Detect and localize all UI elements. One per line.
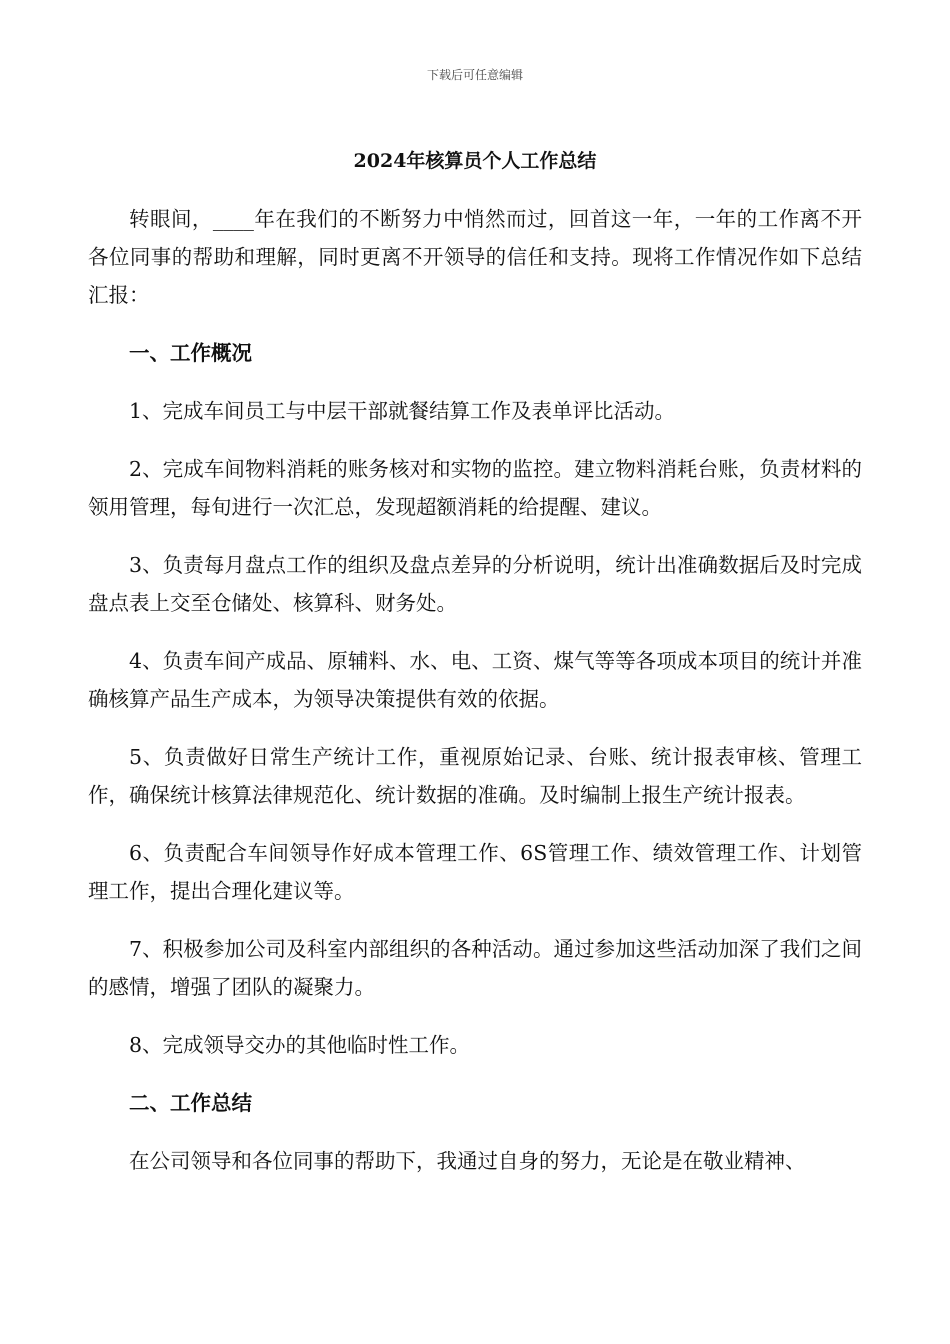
list-item: 7、积极参加公司及科室内部组织的各种活动。通过参加这些活动加深了我们之间的感情，增强了团队的凝聚力。 [88,937,862,999]
section-heading-overview: 一、工作概况 [129,341,252,365]
intro-paragraph: 转眼间，____年在我们的不断努力中悄然而过，回首这一年，一年的工作离不开各位同事的帮助和理解，同时更离不开领导的信任和支持。现将工作情况作如下总结汇报： [88,207,862,307]
list-item: 8、完成领导交办的其他临时性工作。 [129,1033,471,1057]
list-item: 1、完成车间员工与中层干部就餐结算工作及表单评比活动。 [129,399,676,423]
header-watermark: 下载后可任意编辑 [426,68,523,82]
document-title: 2024年核算员个人工作总结 [353,150,597,172]
section-heading-summary: 二、工作总结 [129,1091,252,1115]
list-item: 3、负责每月盘点工作的组织及盘点差异的分析说明，统计出准确数据后及时完成盘点表上交至仓储处、核算科、财务处。 [88,553,862,615]
list-item: 5、负责做好日常生产统计工作，重视原始记录、台账、统计报表审核、管理工作，确保统计核算法律规范化、统计数据的准确。及时编制上报生产统计报表。 [88,745,862,807]
list-item: 4、负责车间产成品、原辅料、水、电、工资、煤气等等各项成本项目的统计并准确核算产品生产成本，为领导决策提供有效的依据。 [88,649,862,711]
list-item: 6、负责配合车间领导作好成本管理工作、6S管理工作、绩效管理工作、计划管理工作，提出合理化建议等。 [88,841,862,903]
list-item: 2、完成车间物料消耗的账务核对和实物的监控。建立物料消耗台账，负责材料的领用管理，每旬进行一次汇总，发现超额消耗的给提醒、建议。 [88,457,862,519]
summary-paragraph: 在公司领导和各位同事的帮助下，我通过自身的努力，无论是在敬业精神、 [129,1149,806,1173]
document-body [88,200,862,1200]
